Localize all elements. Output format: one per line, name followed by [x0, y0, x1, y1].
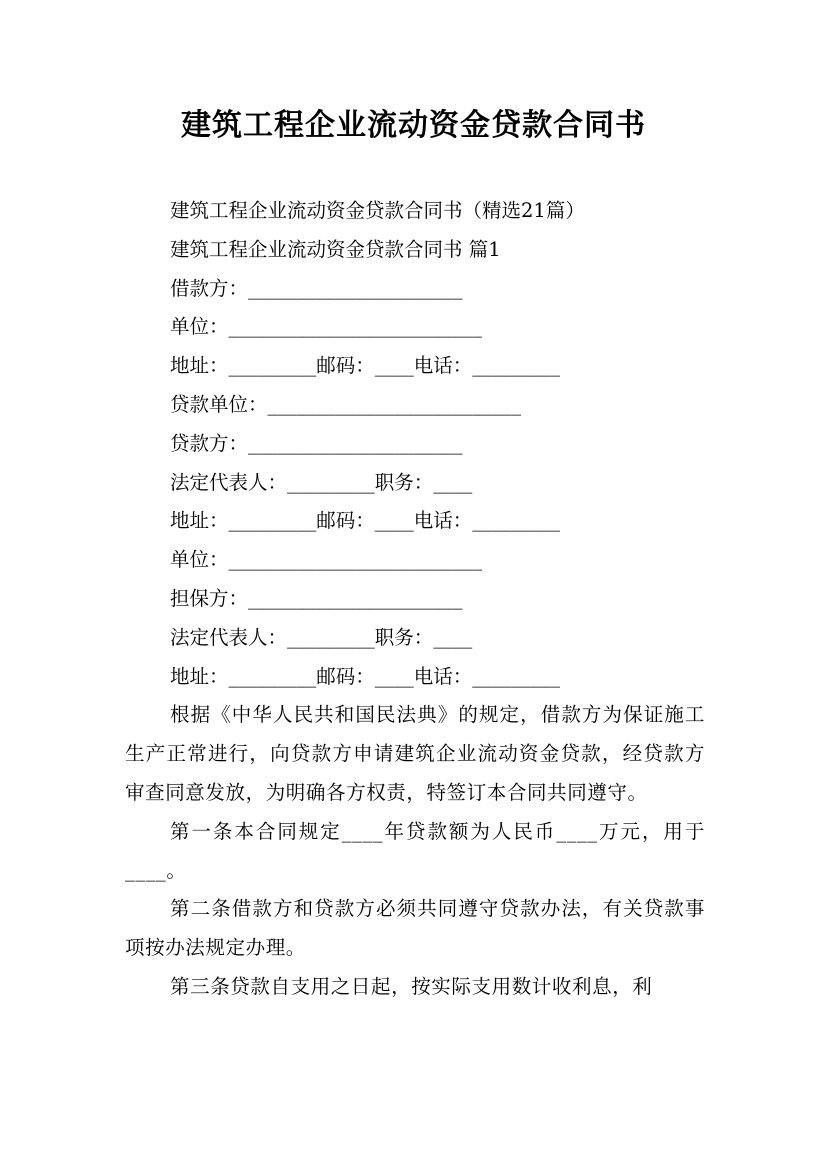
borrower-unit-line: 单位：__________________________ — [170, 315, 483, 339]
article-2-paragraph: 第二条借款方和贷款方必须共同遵守贷款办法，有关贷款事项按办法规定办理。 — [125, 897, 705, 960]
guarantor-representative-line: 法定代表人：_________职务：____ — [170, 625, 473, 649]
section-heading-line: 建筑工程企业流动资金贷款合同书 篇1 — [170, 237, 501, 261]
document-title: 建筑工程企业流动资金贷款合同书 — [181, 108, 646, 143]
guarantor-unit-line: 单位：__________________________ — [170, 548, 483, 572]
lender-address-line: 地址：_________邮码：____电话：_________ — [170, 509, 561, 533]
guarantor-address-line: 地址：_________邮码：____电话：_________ — [170, 664, 561, 688]
article-3-paragraph: 第三条贷款自支用之日起，按实际支用数计收利息，利 — [170, 974, 653, 998]
article-1-paragraph: 第一条本合同规定____年贷款额为人民币____万元，用于____。 — [125, 819, 705, 882]
borrower-address-line: 地址：_________邮码：____电话：_________ — [170, 354, 561, 378]
lender-representative-line: 法定代表人：_________职务：____ — [170, 470, 473, 494]
borrower-line: 借款方：______________________ — [170, 276, 463, 300]
subtitle-line: 建筑工程企业流动资金贷款合同书（精选21篇） — [170, 199, 585, 222]
document-body — [125, 192, 705, 1007]
guarantor-line: 担保方：______________________ — [170, 586, 463, 610]
lending-unit-line: 贷款单位：__________________________ — [170, 392, 522, 416]
preamble-paragraph: 根据《中华人民共和国民法典》的规定，借款方为保证施工生产正常进行，向贷款方申请建筑企业流动资金贷款，经贷款方审查同意发放，为明确各方权责，特签订本合同共同遵守。 — [125, 703, 705, 804]
lender-line: 贷款方：______________________ — [170, 431, 463, 455]
